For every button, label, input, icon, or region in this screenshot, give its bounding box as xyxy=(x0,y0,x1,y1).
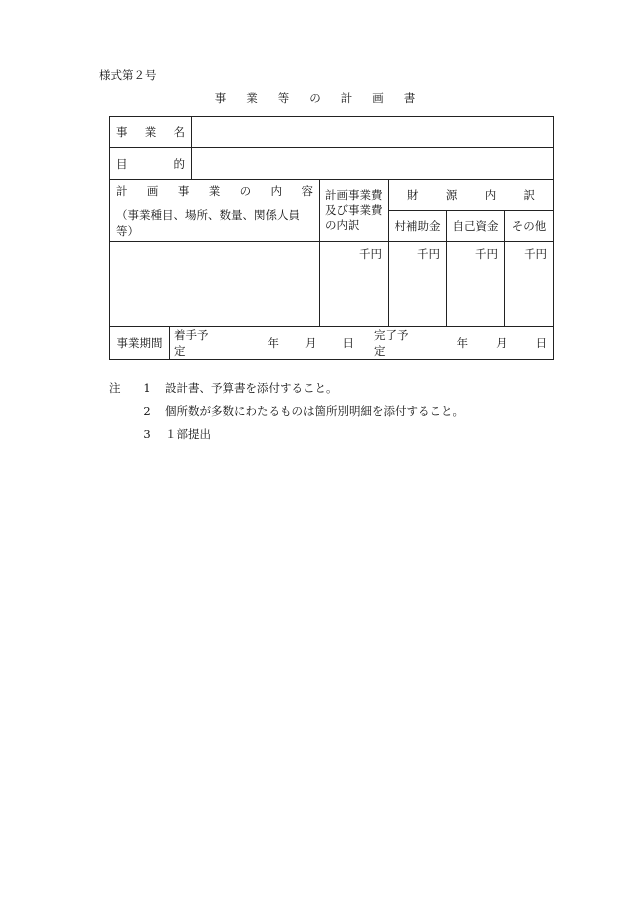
notes-label: 注 xyxy=(109,381,121,395)
purpose-row xyxy=(110,148,554,180)
project-name-value[interactable] xyxy=(192,117,554,148)
note-text: 個所数が多数にわたるものは箇所別明細を添付すること。 xyxy=(165,404,464,418)
document-title xyxy=(0,90,630,106)
header-char: 計 xyxy=(116,183,128,198)
other-amount-cell[interactable] xyxy=(505,242,554,327)
label-char: 名 xyxy=(173,125,185,139)
note-item xyxy=(109,423,464,446)
purpose-label xyxy=(110,148,192,180)
start-label: 着手予定 xyxy=(174,328,209,358)
label-char: 的 xyxy=(173,156,185,171)
title-char: 等 xyxy=(277,91,290,105)
content-value[interactable] xyxy=(110,242,320,327)
start-day-label: 日 xyxy=(342,336,355,350)
title-char: 事 xyxy=(214,91,227,105)
cost-header-line: の内訳 xyxy=(325,218,360,232)
period-value[interactable] xyxy=(170,327,554,360)
end-month-label: 月 xyxy=(496,336,508,350)
end-label: 完了予定 xyxy=(374,328,409,358)
period-label: 事業期間 xyxy=(110,327,170,360)
purpose-value[interactable] xyxy=(192,148,554,180)
project-name-label xyxy=(110,117,192,148)
amount-row xyxy=(110,242,554,327)
title-char: 書 xyxy=(403,91,416,105)
unit-label: 千円 xyxy=(524,247,548,261)
content-header xyxy=(110,180,320,242)
start-year-label: 年 xyxy=(267,336,280,350)
funding-column-own-funds: 自己資金 xyxy=(447,211,505,242)
header-char: 財 xyxy=(407,188,419,202)
header-row-1 xyxy=(110,180,554,211)
label-char: 業 xyxy=(144,125,157,139)
form-number: 様式第２号 xyxy=(99,68,157,82)
unit-label: 千円 xyxy=(417,247,440,261)
end-year-label: 年 xyxy=(456,336,469,350)
header-char: 画 xyxy=(146,183,159,198)
header-char: 内 xyxy=(484,188,497,202)
end-day-label: 日 xyxy=(535,336,548,350)
header-char: 業 xyxy=(208,183,221,198)
title-char: 計 xyxy=(340,91,353,105)
content-subheader: （事業種目、場所、数量、関係人員等） xyxy=(116,207,300,238)
header-char: 訳 xyxy=(523,188,536,202)
note-text: １部提出 xyxy=(165,427,211,441)
village-subsidy-amount-cell[interactable] xyxy=(389,242,447,327)
funding-column-village-subsidy: 村補助金 xyxy=(389,211,447,242)
cost-header xyxy=(320,180,389,242)
note-text: 設計書、予算書を添付すること。 xyxy=(165,381,338,395)
funding-column-other: その他 xyxy=(505,211,554,242)
title-char: 業 xyxy=(246,91,258,105)
plan-table xyxy=(109,116,554,360)
cost-amount-cell[interactable] xyxy=(320,242,389,327)
project-name-row xyxy=(110,117,554,148)
note-number: 2 xyxy=(143,404,151,418)
own-funds-amount-cell[interactable] xyxy=(447,242,505,327)
period-row xyxy=(110,327,554,360)
note-item xyxy=(109,377,464,400)
start-month-label: 月 xyxy=(305,336,317,350)
header-char: 源 xyxy=(445,188,458,202)
unit-label: 千円 xyxy=(475,247,498,261)
title-char: の xyxy=(309,91,321,105)
cost-header-line: 及び事業費 xyxy=(325,203,383,217)
header-char: の xyxy=(239,183,252,198)
note-number: 1 xyxy=(143,381,151,395)
notes xyxy=(109,377,464,446)
note-item xyxy=(109,400,464,423)
label-char: 事 xyxy=(116,125,128,139)
header-char: 事 xyxy=(177,183,190,198)
header-char: 内 xyxy=(270,183,283,198)
title-char: 画 xyxy=(372,91,384,105)
label-char: 目 xyxy=(116,156,128,171)
cost-header-line: 計画事業費 xyxy=(325,188,383,202)
unit-label: 千円 xyxy=(359,247,382,261)
note-number: 3 xyxy=(143,427,151,441)
funding-header xyxy=(389,180,554,211)
header-char: 容 xyxy=(301,183,313,198)
